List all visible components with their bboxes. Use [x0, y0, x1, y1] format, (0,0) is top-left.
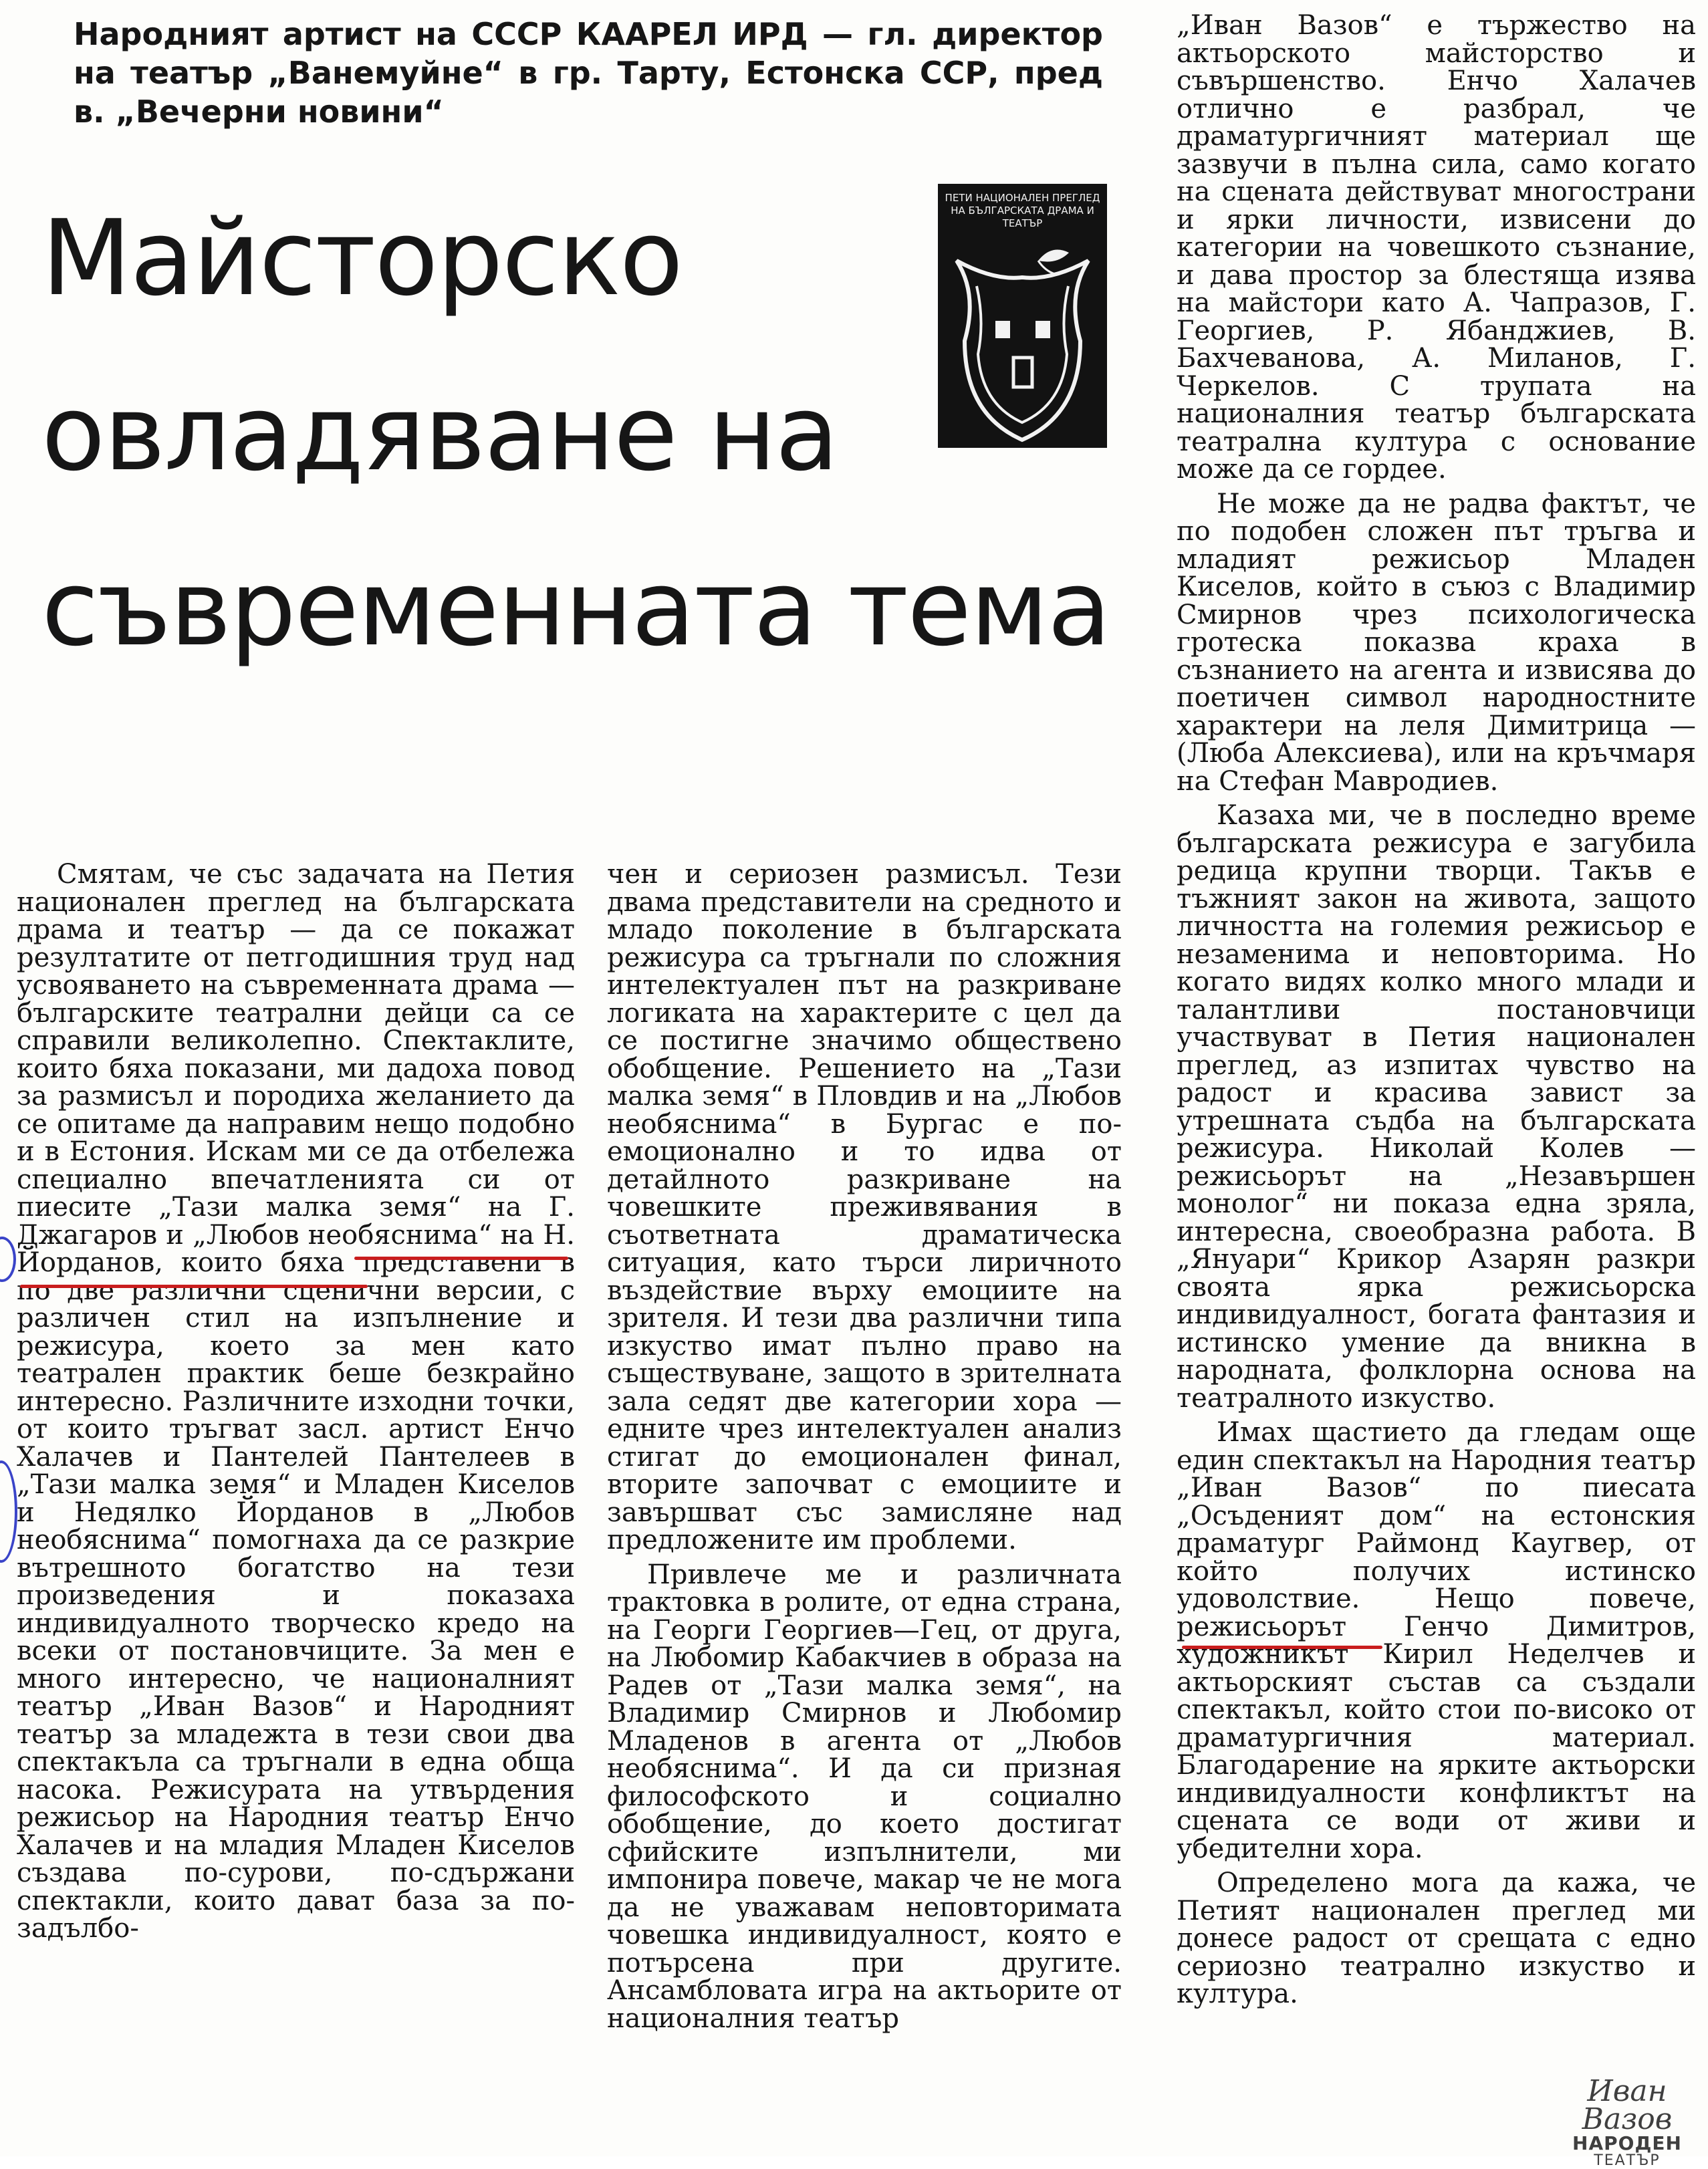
column-2-paragraph: Привлече ме и различната трактовка в ролите, от една страна, на Георги Георгиев—Гец, от друга, на Любомир Кабакчиев в образа на Радев от „Тази малка земя“, на Владимир Смирнов и Любомир Младенов в агента от „Любов необяснима“. И да си призная философското и социално обобщение, до което достигат сфийските изпълнители, ми импонира повече, макар че не мога да не уважавам неповторимата човешка индивидуалност, която е потърсена при другите. Ансамбловата игра на актьорите от националния театър [607, 1559, 1122, 2034]
red-pen-underline [1182, 1646, 1382, 1649]
article-column-2 [607, 861, 1122, 2033]
archive-stamp [1551, 2074, 1703, 2169]
red-pen-underline [354, 1257, 568, 1260]
article-intro: Народният артист на СССР КААРЕЛ ИРД — гл. директор на театър „Ванемуйне“ в гр. Тарту, Естонска ССР, пред в. „Вечерни новини“ [74, 16, 1103, 130]
festival-logo-caption: ПЕТИ НАЦИОНАЛЕН ПРЕГЛЕД НА БЪЛГАРСКАТА ДРАМА И ТЕАТЪР [945, 192, 1100, 229]
column-1-paragraph: Смятам, че със задачата на Петия национален преглед на българската драма и театър — да се покажат резултатите от петгодишния труд над усвояването на съвременната драма — българските театрални дейци са се справили великолепно. Спектаклите, които бяха показани, ми дадоха повод за размисъл и породиха желанието да се опитаме да направим нещо подобно и в Естония. Искам ми се да отбележа специално впечатленията си от пиесите „Тази малка земя“ на Г. Джагаров и „Любов необяснима“ на Н. Йорданов, които бяха представени в по две различни сценични версии, с различен стил на изпълнение и режисура, което за мен като театрален практик беше безкрайно интересно. Различните изходни точки, от които тръгват засл. артист Енчо Халачев и Пантелей Пантелеев в „Тази малка земя“ и Младен Киселов и Недялко Йорданов в „Любов необяснима“ помогнаха да се разкрие вътрешното богатство на тези произведения и показаха индивидуалното творческо кредо на всеки от постановчиците. За мен е много интересно, че националният театър „Иван Вазов“ и Народният театър за младежта в тези свои два спектакъла са тръгнали в една обща насока. Режисурата на утвърдения режисьор на Народния театър Енчо Халачев и на младия Младен Киселов създава по-сурови, по-сдържани спектакли, които дават база за по-задълбо- [17, 859, 575, 1944]
column-3-paragraph: Имах щастието да гледам още един спектакъл на Народния театър „Иван Вазов“ по пиесата „Осъденият дом“ на естонския драматург Раймонд Каугвер, от който получих истинско удоволствие. Нещо повече, режисьорът Генчо Димитров, художникът Кирил Неделчев и актьорският състав са създали спектакъл, който стои по-високо от драматургичния материал. Благодарение на ярките актьорски индивидуалности конфликтът на сцената се води от живи и убедителни хора. [1177, 1417, 1696, 1864]
article-column-3 [1177, 12, 1696, 2009]
column-3-paragraph: „Иван Вазов“ е тържество на актьорското майсторство и съвършенство. Енчо Халачев отлично е разбрал, че драматургичният материал ще зазвучи в пълна сила, само когато на сцената действуват многострани и ярки личности, извисени до категории на човешкото съзнание, и дава простор за блестяща изява на майстори като А. Чапразов, Г. Георгиев, Р. Ябанджиев, В. Бахчеванова, А. Миланов, Г. Черкелов. С трупата на националния театър българската театрална култура с основание може да се гордее. [1177, 10, 1696, 485]
theatre-mask-icon [938, 247, 1107, 448]
stamp-signature: Иван Вазов [1582, 2074, 1673, 2136]
article-column-1 [17, 861, 575, 1943]
red-pen-underline [20, 1285, 368, 1288]
stamp-label: НАРОДЕН [1572, 2132, 1682, 2154]
column-3-paragraph: Казаха ми, че в последно време българската режисура е загубила редица крупни творци. Такъв е тъжният закон на живота, защото личността на големия режисьор е незаменима и неповторима. Но когато видях колко много млади и талантливи постановчици участвуват в Петия национален преглед, аз изпитах чувство на радост и красива завист за утрешната съдба на българската режисура. Николай Колев — режисьорът на „Незавършен монолог“ ни показа една зряла, интересна, своеобразна работа. В „Януари“ Крикор Азарян разкри своята ярка режисьорска индивидуалност, богата фантазия и истинско умение да вникна в народната, фолклорна основа на театралното изкуство. [1177, 800, 1696, 1414]
stamp-sublabel: ТЕАТЪР [1594, 2152, 1661, 2169]
article-headline: Майсторско овладяване на съвременната тема [41, 197, 1110, 669]
column-3-paragraph: Определено мога да кажа, че Петият национален преглед ми донесе радост от срещата с едно сериозно театрално изкуство и култура. [1177, 1868, 1696, 2009]
blue-margin-mark [0, 1237, 16, 1282]
blue-margin-mark [0, 1460, 17, 1563]
festival-logo [938, 184, 1107, 448]
column-2-paragraph: чен и сериозен размисъл. Тези двама представители на средното и младо поколение в българската режисура са тръгнали по сложния интелектуален път на разкриване логиката на характерите с цел да се постигне значимо обществено обобщение. Решението на „Тази малка земя“ в Пловдив и на „Любов необяснима“ в Бургас е по-емоционално и то идва от детайлното разкриване на човешките преживявания в съответната драматическа ситуация, като търси лиричното въздействие върху емоциите на зрителя. И тези два различни типа изкуство имат пълно право на съществуване, защото в зрителната зала седят две категории хора — едните чрез интелектуален анализ стигат до емоционален финал, вторите започват с емоциите и завършват със замисляне над предложените им проблеми. [607, 859, 1122, 1555]
column-3-paragraph: Не може да не радва фактът, че по подобен сложен път тръгва и младият режисьор Младен Киселов, който в съюз с Владимир Смирнов чрез психологическа гротеска показва краха в съзнанието на агента и извисява до поетичен символ народностните характери на леля Димитрица — (Люба Алексиева), или на кръчмаря на Стефан Мавродиев. [1177, 488, 1696, 797]
